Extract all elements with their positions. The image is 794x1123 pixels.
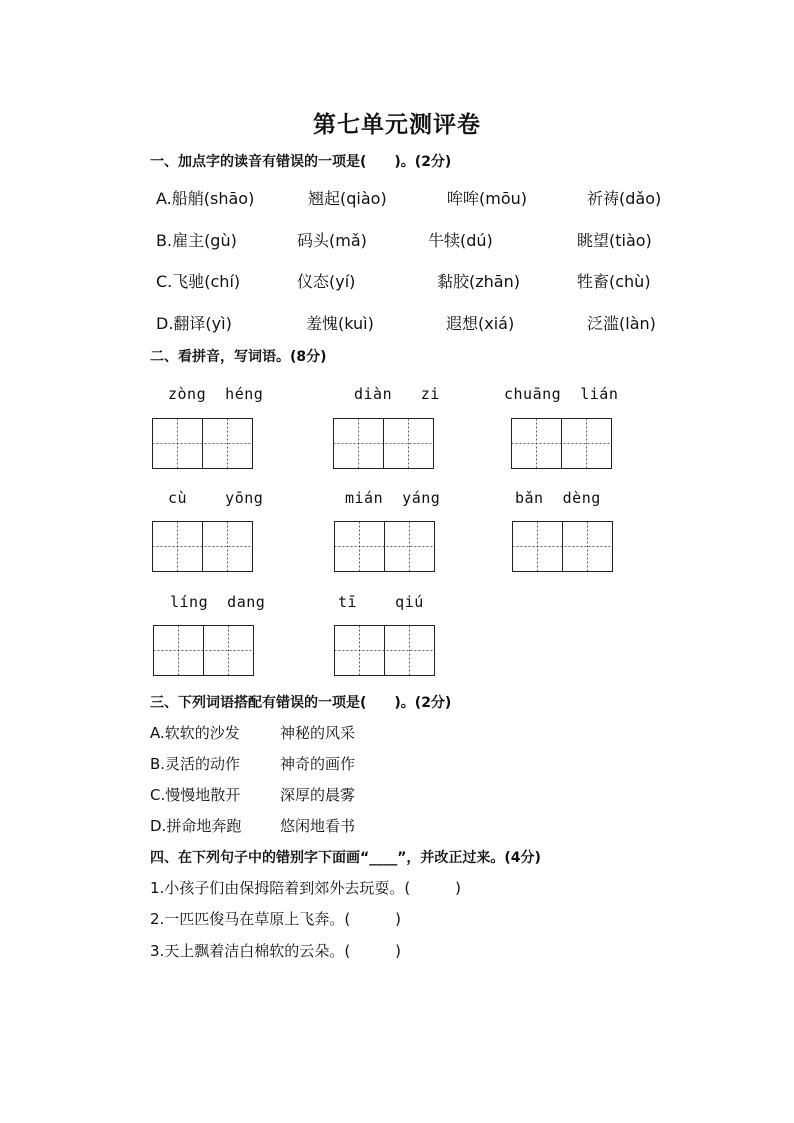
pinyin-label: chuāng lián (504, 385, 619, 403)
section4-heading: 四、在下列句子中的错别字下面画“____”，并改正过来。(4分) (150, 850, 541, 866)
writing-grid[interactable] (152, 521, 252, 571)
s3-option-b-right: 神奇的画作 (280, 755, 356, 773)
s3-option-c-left: C.慢慢地散开 (150, 786, 241, 804)
section2-heading: 二、看拼音，写词语。(8分) (150, 349, 327, 365)
s3-option-a-left: A.软软的沙发 (150, 724, 240, 742)
writing-grid[interactable] (153, 625, 253, 675)
s3-option-a-right: 神秘的风采 (280, 724, 356, 742)
s1-option-b2: 码头(mǎ) (297, 231, 367, 250)
s1-option-a2: 翘起(qiào) (308, 189, 387, 208)
writing-grid[interactable] (334, 625, 434, 675)
pinyin-label: diàn zi (354, 385, 440, 403)
s4-sentence-1: 1.小孩子们由保拇陪着到郊外去玩耍。( ) (150, 879, 462, 897)
s1-option-b3: 牛犊(dú) (428, 231, 493, 250)
pinyin-label: cù yōng (168, 489, 264, 507)
s1-option-b4: 眺望(tiào) (577, 231, 652, 250)
s4-sentence-3: 3.天上飘着洁白棉软的云朵。( ) (150, 942, 402, 960)
s1-option-c2: 仪态(yí) (297, 272, 356, 291)
s1-option-c4: 牲畜(chù) (577, 272, 651, 291)
writing-grid[interactable] (511, 418, 611, 468)
s3-option-d-right: 悠闲地看书 (280, 817, 356, 835)
pinyin-label: mián yáng (345, 489, 441, 507)
section3-heading: 三、下列词语搭配有错误的一项是( )。(2分) (150, 695, 452, 711)
writing-grid[interactable] (333, 418, 433, 468)
pinyin-label: zòng héng (168, 385, 264, 403)
s1-option-d2: 羞愧(kuì) (306, 314, 374, 333)
s1-option-c1: C.飞驰(chí) (156, 272, 241, 291)
s1-option-d4: 泛滥(làn) (587, 314, 656, 333)
s1-option-a4: 祈祷(dǎo) (587, 189, 662, 208)
page-title: 第七单元测评卷 (313, 111, 481, 138)
section1-heading: 一、加点字的读音有错误的一项是( )。(2分) (150, 154, 452, 170)
writing-grid[interactable] (334, 521, 434, 571)
s3-option-b-left: B.灵活的动作 (150, 755, 241, 773)
writing-grid[interactable] (512, 521, 612, 571)
s1-option-a3: 哞哞(mōu) (447, 189, 528, 208)
pinyin-label: líng dang (170, 593, 266, 611)
s4-sentence-2: 2.一匹匹俊马在草原上飞奔。( ) (150, 910, 402, 928)
s1-option-d1: D.翻译(yì) (156, 314, 232, 333)
s3-option-c-right: 深厚的晨雾 (280, 786, 356, 804)
pinyin-label: bǎn dèng (515, 489, 601, 507)
s1-option-a1: A.船艄(shāo) (156, 189, 255, 208)
s1-option-b1: B.雇主(gù) (156, 231, 237, 250)
pinyin-label: tī qiú (338, 593, 424, 611)
writing-grid[interactable] (152, 418, 252, 468)
s3-option-d-left: D.拼命地奔跑 (150, 817, 242, 835)
s1-option-d3: 遐想(xiá) (446, 314, 515, 333)
s1-option-c3: 黏胶(zhān) (437, 272, 520, 291)
